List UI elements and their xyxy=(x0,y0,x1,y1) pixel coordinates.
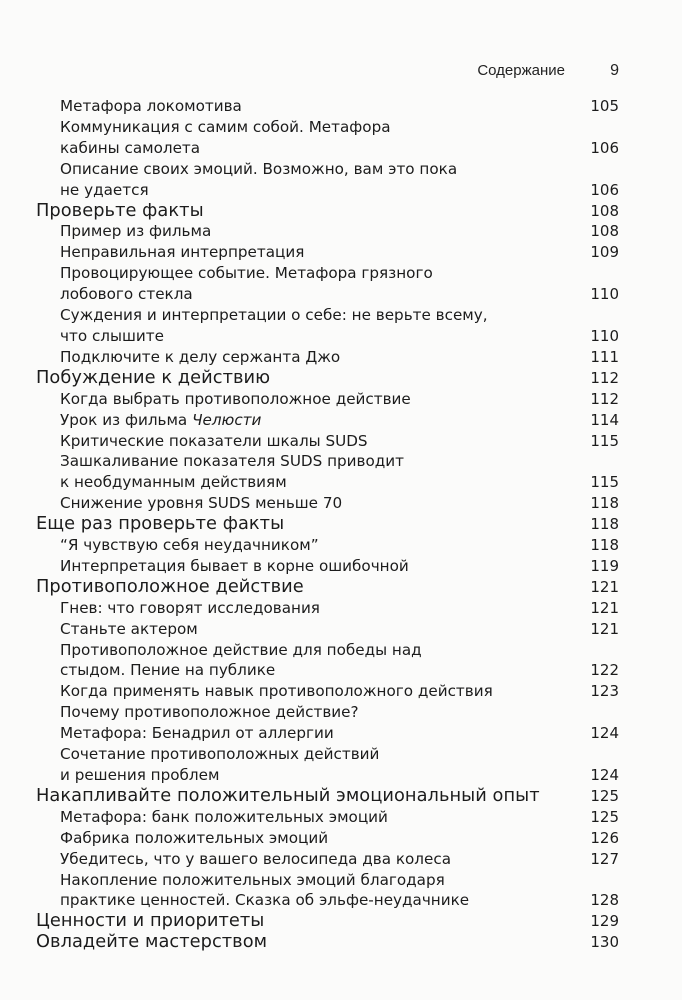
toc-entry-title-text: Провоцирующее событие. Метафора грязного лобового стекла xyxy=(60,264,433,304)
toc-entry-page-number: 108 xyxy=(590,222,619,241)
toc-subsection-entry xyxy=(36,263,619,305)
toc-entry-title xyxy=(36,807,574,828)
toc-entry-title-text: Почему противоположное действие? Метафора: Бенадрил от аллергии xyxy=(60,703,359,743)
toc-entry-title xyxy=(36,744,574,786)
toc-entry-title xyxy=(36,911,574,932)
toc-section-entry xyxy=(36,577,619,598)
toc-entry-page-number: 127 xyxy=(590,849,619,868)
toc-entry-title-text: Станьте актером xyxy=(60,619,198,638)
toc-section-entry xyxy=(36,911,619,932)
toc-entry-title-text: Снижение уровня SUDS меньше 70 xyxy=(60,494,343,513)
toc-entry-title-text: Фабрика положительных эмоций xyxy=(60,828,329,847)
toc-entry-title-text: Когда применять навык противоположного действия xyxy=(60,682,493,701)
toc-entry-title xyxy=(36,619,574,640)
toc-subsection-entry xyxy=(36,493,619,514)
toc-entry-title-text: Критические показатели шкалы SUDS xyxy=(60,431,368,450)
toc-subsection-entry xyxy=(36,681,619,702)
toc-entry-page-number: 105 xyxy=(590,97,619,115)
toc-entry-page-number: 125 xyxy=(590,786,619,805)
toc-entry-page-number: 111 xyxy=(590,347,619,366)
toc-entry-page-number: 118 xyxy=(590,494,619,513)
toc-entry-title xyxy=(36,201,574,222)
toc-entry-title-text: Подключите к делу сержанта Джо xyxy=(60,347,341,366)
toc-entry-title-text: “Я чувствую себя неудачником” xyxy=(60,536,319,555)
toc-entry-title xyxy=(36,117,574,159)
toc-entry-title xyxy=(36,702,574,744)
toc-entry-page-number: 119 xyxy=(590,556,619,575)
toc-entry-page-number: 110 xyxy=(590,285,619,304)
toc-entry-title xyxy=(36,849,574,870)
toc-entry-page-number: 108 xyxy=(590,201,619,220)
toc-subsection-entry xyxy=(36,744,619,786)
toc-subsection-entry xyxy=(36,619,619,640)
toc-entry-title-text: Ценности и приоритеты xyxy=(36,910,265,932)
toc-section-entry xyxy=(36,201,619,222)
toc-entry-title xyxy=(36,870,574,912)
toc-subsection-entry xyxy=(36,389,619,410)
toc-entry-title xyxy=(36,493,574,514)
toc-entry-title-text: Накапливайте положительный эмоциональный опыт xyxy=(36,784,540,806)
toc-subsection-entry xyxy=(36,305,619,347)
toc-entry-title xyxy=(36,535,574,556)
toc-entry-title xyxy=(36,681,574,702)
toc-subsection-entry xyxy=(36,807,619,828)
toc-entry-page-number: 118 xyxy=(590,515,619,534)
toc-entry-page-number: 124 xyxy=(590,724,619,743)
toc-entry-title xyxy=(36,828,574,849)
toc-entry-title-text: Убедитесь, что у вашего велосипеда два колеса xyxy=(60,849,452,868)
toc-entry-title-text: Когда выбрать противоположное действие xyxy=(60,389,411,408)
toc-section-entry xyxy=(36,514,619,535)
toc-entry-page-number: 122 xyxy=(590,661,619,680)
toc-entry-title-text: Противоположное действие xyxy=(36,575,304,597)
toc-entry-page-number: 128 xyxy=(590,891,619,910)
toc-entry-title xyxy=(36,451,574,493)
toc-subsection-entry xyxy=(36,535,619,556)
toc-entry-page-number: 115 xyxy=(590,473,619,492)
toc-entry-page-number: 106 xyxy=(590,138,619,157)
toc-entry-title xyxy=(36,786,574,807)
toc-entry-page-number: 121 xyxy=(590,619,619,638)
toc-subsection-entry xyxy=(36,849,619,870)
toc-entry-page-number: 115 xyxy=(590,431,619,450)
toc-entry-title xyxy=(36,159,574,201)
toc-entry-title xyxy=(36,368,574,389)
toc-entry-title-text: Интерпретация бывает в корне ошибочной xyxy=(60,556,409,575)
toc-entry-title xyxy=(36,347,574,368)
toc-subsection-entry xyxy=(36,117,619,159)
toc-entry-title xyxy=(36,556,574,577)
toc-entry-title-text: Суждения и интерпретации о себе: не верьте всему, что слышите xyxy=(60,306,488,345)
toc-entry-title-text: Пример из фильма xyxy=(60,222,212,241)
toc-entry-title xyxy=(36,640,574,682)
toc-entry-title-text: Противоположное действие для победы над стыдом. Пение на публике xyxy=(60,640,422,680)
toc-entry-title xyxy=(36,410,574,431)
toc-entry-page-number: 112 xyxy=(590,368,619,387)
header-title: Содержание xyxy=(477,62,565,79)
toc-subsection-entry xyxy=(36,410,619,431)
toc-entry-page-number: 118 xyxy=(590,536,619,555)
toc-entry-title-text: Проверьте факты xyxy=(36,199,204,221)
toc-subsection-entry xyxy=(36,221,619,242)
toc-entry-page-number: 112 xyxy=(590,389,619,408)
toc-entry-title-text: Гнев: что говорят исследования xyxy=(60,598,320,617)
toc-subsection-entry xyxy=(36,702,619,744)
toc-entry-title-text: Урок из фильма xyxy=(60,410,193,429)
toc-subsection-entry xyxy=(36,828,619,849)
toc-entry-title-text: Метафора локомотива xyxy=(60,97,242,115)
toc-subsection-entry xyxy=(36,159,619,201)
toc-subsection-entry xyxy=(36,870,619,912)
toc-entry-page-number: 110 xyxy=(590,326,619,345)
toc-entry-italic-title: Челюсти xyxy=(192,410,262,429)
toc-entry-page-number: 121 xyxy=(590,577,619,596)
toc-entry-title xyxy=(36,305,574,347)
toc-entry-title-text: Сочетание противоположных действий и решения проблем xyxy=(60,745,380,784)
toc-section-entry xyxy=(36,368,619,389)
toc-entry-title xyxy=(36,96,574,117)
toc-subsection-entry xyxy=(36,347,619,368)
toc-subsection-entry xyxy=(36,556,619,577)
running-header xyxy=(0,62,682,84)
toc-entry-title xyxy=(36,242,574,263)
toc-entry-page-number: 121 xyxy=(590,598,619,617)
toc-entry-title-text: Зашкаливание показателя SUDS приводит к необдуманным действиям xyxy=(60,452,404,492)
toc-entry-title-text: Еще раз проверьте факты xyxy=(36,513,285,535)
toc-entry-title xyxy=(36,932,574,953)
toc-entry-title-text: Овладейте мастерством xyxy=(36,931,268,953)
toc-entry-title xyxy=(36,577,574,598)
toc-entry-page-number: 129 xyxy=(590,912,619,931)
toc-section-entry xyxy=(36,932,619,953)
toc-entry-page-number: 123 xyxy=(590,682,619,701)
toc-section-entry xyxy=(36,786,619,807)
toc-entry-title xyxy=(36,598,574,619)
toc-entry-title xyxy=(36,431,574,452)
toc-entry-page-number: 106 xyxy=(590,180,619,199)
toc-entry-title xyxy=(36,389,574,410)
toc-entry-title xyxy=(36,263,574,305)
toc-entry-title xyxy=(36,514,574,535)
table-of-contents xyxy=(36,96,619,953)
toc-entry-title-text: Накопление положительных эмоций благодаря практике ценностей. Сказка об эльфе-неудачнике xyxy=(60,870,470,910)
toc-subsection-entry xyxy=(36,431,619,452)
toc-subsection-entry xyxy=(36,640,619,682)
toc-entry-page-number: 126 xyxy=(590,828,619,847)
toc-entry-page-number: 124 xyxy=(590,766,619,784)
toc-entry-title-text: Побуждение к действию xyxy=(36,366,271,388)
toc-entry-title-text: Метафора: банк положительных эмоций xyxy=(60,807,388,826)
toc-subsection-entry xyxy=(36,451,619,493)
toc-entry-page-number: 125 xyxy=(590,807,619,826)
toc-entry-page-number: 130 xyxy=(590,933,619,952)
header-page-number: 9 xyxy=(610,62,619,79)
toc-entry-title-text: Неправильная интерпретация xyxy=(60,243,305,262)
toc-entry-title-text: Коммуникация с самим собой. Метафора кабины самолета xyxy=(60,117,391,157)
toc-subsection-entry xyxy=(36,96,619,117)
toc-subsection-entry xyxy=(36,242,619,263)
toc-entry-title-text: Описание своих эмоций. Возможно, вам это пока не удается xyxy=(60,159,458,199)
toc-entry-title xyxy=(36,221,574,242)
toc-subsection-entry xyxy=(36,598,619,619)
toc-entry-page-number: 114 xyxy=(590,410,619,429)
toc-entry-page-number: 109 xyxy=(590,243,619,262)
